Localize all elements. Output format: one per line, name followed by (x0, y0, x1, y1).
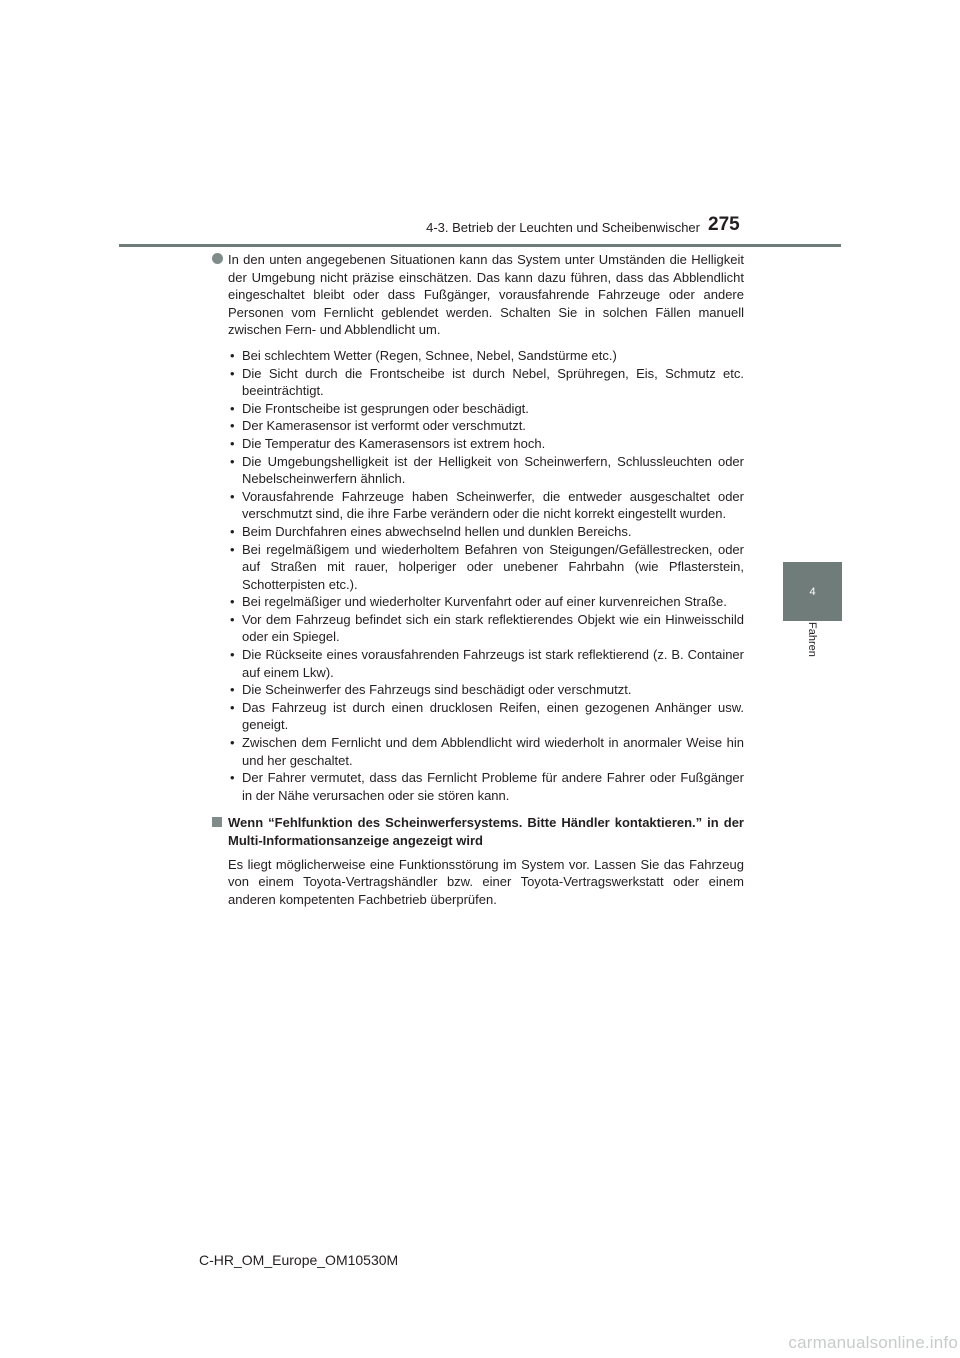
list-item (228, 699, 744, 734)
bullet-dot-icon: • (230, 594, 235, 610)
intro-text: In den unten angegebenen Situationen kann das System unter Umständen die Helligkeit der Umgebung nicht präzise einschätzen. Das kann dazu führen, dass das Abblendlicht eingeschaltet bleibt oder dass Fußgänger, vorausfahrende Fahrzeuge oder andere Personen vom Fernlicht geblendet werden. Schalten Sie in solchen Fällen manuell zwischen Fern- und Abblendlicht um. (228, 252, 744, 338)
list-item-text: Der Kamerasensor ist verformt oder verschmutzt. (242, 418, 526, 434)
list-item-text: Die Temperatur des Kamerasensors ist extrem hoch. (242, 435, 546, 451)
list-item-text: Die Frontscheibe ist gesprungen oder beschädigt. (242, 400, 529, 416)
conditions-list (228, 347, 744, 804)
list-item-text: Die Sicht durch die Frontscheibe ist durch Nebel, Sprühregen, Eis, Schmutz etc. beeinträchtigt. (242, 365, 744, 399)
square-bullet-icon (212, 817, 222, 827)
chapter-label: Fahren (806, 622, 818, 657)
list-item-text: Die Rückseite eines vorausfahrenden Fahrzeugs ist stark reflektierend (z. B. Container auf einem Lkw). (242, 647, 744, 680)
list-item (228, 681, 744, 699)
list-item (228, 611, 744, 646)
header-divider (119, 244, 841, 247)
bullet-dot-icon: • (230, 365, 235, 381)
section-title: Wenn “Fehlfunktion des Scheinwerfersystems. Bitte Händler kontaktieren.” in der Multi-Informationsanzeige angezeigt wird (228, 815, 744, 848)
bullet-dot-icon: • (230, 770, 235, 786)
circle-bullet-icon (212, 253, 223, 264)
list-item (228, 488, 744, 523)
list-item-text: Bei regelmäßiger und wiederholter Kurvenfahrt oder auf einer kurvenreichen Straße. (242, 594, 727, 610)
warning-section (212, 814, 744, 908)
bullet-dot-icon: • (230, 400, 235, 416)
section-body: Es liegt möglicherweise eine Funktionsstörung im System vor. Lassen Sie das Fahrzeug von einem Toyota-Vertragshändler bzw. einer Toyota-Vertragswerkstatt oder einem anderen kompetenten Fachbetrieb überprüfen. (228, 856, 744, 907)
bullet-dot-icon: • (230, 699, 235, 715)
chapter-number: 4 (809, 585, 816, 598)
chapter-tab (783, 562, 842, 621)
list-item (228, 541, 744, 594)
bullet-dot-icon: • (230, 347, 235, 363)
bullet-dot-icon: • (230, 523, 235, 539)
list-item-text: Beim Durchfahren eines abwechselnd hellen und dunklen Bereichs. (242, 523, 632, 539)
bullet-dot-icon: • (230, 488, 235, 504)
list-item (228, 400, 744, 418)
list-item (228, 769, 744, 804)
list-item (228, 646, 744, 681)
list-item-text: Zwischen dem Fernlicht und dem Abblendlicht wird wiederholt in anormaler Weise hin und her geschaltet. (242, 735, 744, 768)
bullet-dot-icon: • (230, 418, 235, 434)
list-item-text: Bei regelmäßigem und wiederholtem Befahren von Steigungen/Gefällestrecken, oder auf Straßen mit rauer, holperiger oder unebener Fahrbahn (wie Pflasterstein, Schotterpisten etc.). (242, 541, 744, 592)
list-item (228, 523, 744, 541)
list-item-text: Vorausfahrende Fahrzeuge haben Scheinwerfer, die entweder ausgeschaltet oder verschmutzt sind, die ihre Farbe verändern oder die nicht korrekt eingestellt wurden. (242, 488, 744, 522)
main-content (212, 251, 744, 908)
bullet-dot-icon: • (230, 541, 235, 557)
list-item (228, 417, 744, 435)
list-item (228, 453, 744, 488)
watermark: carmanualsonline.info (788, 1333, 958, 1352)
bullet-dot-icon: • (230, 453, 235, 469)
bullet-dot-icon: • (230, 435, 235, 451)
footer-doc-code: C-HR_OM_Europe_OM10530M (199, 1252, 399, 1268)
list-item-text: Der Fahrer vermutet, dass das Fernlicht Probleme für andere Fahrer oder Fußgänger in der Nähe verursachen oder sie stören kann. (242, 770, 744, 803)
list-item (228, 347, 744, 365)
list-item-text: Die Umgebungshelligkeit ist der Helligkeit von Scheinwerfern, Schlussleuchten oder Nebelscheinwerfern ähnlich. (242, 453, 744, 487)
bullet-dot-icon: • (230, 611, 235, 627)
list-item-text: Das Fahrzeug ist durch einen drucklosen Reifen, einen gezogenen Anhänger usw. geneigt. (242, 699, 744, 733)
header-section-title: 4-3. Betrieb der Leuchten und Scheibenwischer (426, 220, 700, 235)
intro-paragraph (212, 251, 744, 339)
bullet-dot-icon: • (230, 682, 235, 698)
list-item (228, 365, 744, 400)
list-item (228, 593, 744, 611)
list-item (228, 734, 744, 769)
list-item-text: Die Scheinwerfer des Fahrzeugs sind beschädigt oder verschmutzt. (242, 682, 632, 698)
page-number: 275 (708, 214, 740, 235)
bullet-dot-icon: • (230, 647, 235, 663)
list-item (228, 435, 744, 453)
list-item-text: Vor dem Fahrzeug befindet sich ein stark reflektierendes Objekt wie ein Hinweisschild oder ein Spiegel. (242, 611, 744, 645)
list-item-text: Bei schlechtem Wetter (Regen, Schnee, Nebel, Sandstürme etc.) (242, 347, 617, 363)
bullet-dot-icon: • (230, 735, 235, 751)
